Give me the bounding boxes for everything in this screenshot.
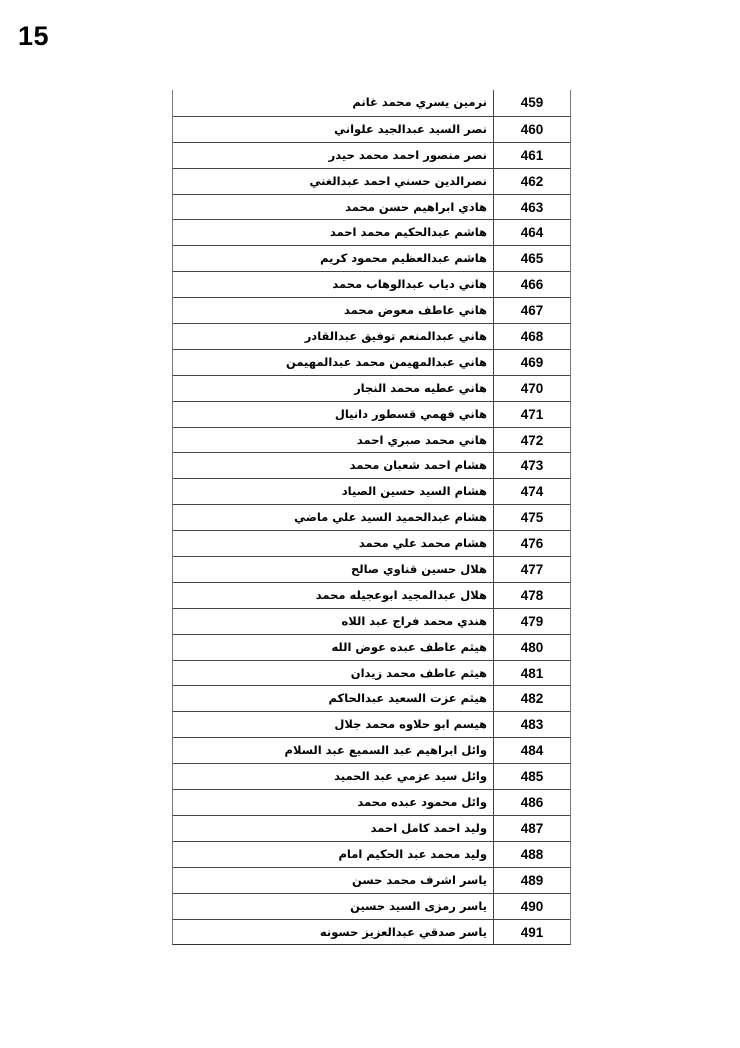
table-row: [173, 867, 570, 893]
number-cell: 490: [493, 894, 570, 919]
table-row: [173, 116, 570, 142]
number-cell: 474: [493, 479, 570, 504]
table-row: [173, 530, 570, 556]
number-cell: 483: [493, 712, 570, 737]
number-cell: 463: [493, 195, 570, 220]
number-cell: 461: [493, 143, 570, 168]
name-cell: هادي ابراهيم حسن محمد: [345, 199, 487, 214]
name-cell: وليد محمد عبد الحكيم امام: [338, 846, 487, 861]
table-row: [173, 582, 570, 608]
table-row: [173, 737, 570, 763]
name-cell: نرمين يسري محمد غانم: [352, 95, 487, 109]
name-cell: هيسم ابو حلاوه محمد جلال: [334, 717, 487, 732]
number-cell: 476: [493, 531, 570, 556]
name-cell: ياسر صدقي عبدالعزيز حسونه: [319, 924, 487, 939]
number-cell: 472: [493, 428, 570, 453]
number-cell: 464: [493, 220, 570, 245]
number-cell: 480: [493, 635, 570, 660]
table-row: [173, 142, 570, 168]
number-cell: 465: [493, 246, 570, 271]
name-cell: هيثم عاطف عبده عوض الله: [331, 639, 487, 654]
number-cell: 481: [493, 661, 570, 686]
number-cell: 478: [493, 583, 570, 608]
table-row: [173, 763, 570, 789]
name-cell: وائل محمود عبده محمد: [357, 795, 487, 810]
number-cell: 489: [493, 868, 570, 893]
name-cell: هندي محمد فراج عبد اللاه: [341, 613, 487, 628]
number-cell: 479: [493, 609, 570, 634]
number-cell: 488: [493, 842, 570, 867]
table-row: [173, 219, 570, 245]
name-cell: هاشم عبدالعظيم محمود كريم: [320, 251, 487, 266]
number-cell: 467: [493, 298, 570, 323]
name-cell: وليد احمد كامل احمد: [370, 820, 487, 835]
name-cell: هاني عبدالمهيمن محمد عبدالمهيمن: [285, 354, 487, 369]
name-cell: هاني فهمي قسطور دانيال: [334, 406, 487, 421]
number-cell: 487: [493, 816, 570, 841]
table-row: [173, 271, 570, 297]
name-cell: نصرالدين حسني احمد عبدالغني: [309, 173, 487, 188]
number-cell: 460: [493, 117, 570, 142]
number-cell: 486: [493, 790, 570, 815]
table-row: [173, 194, 570, 220]
number-cell: 473: [493, 453, 570, 478]
name-cell: ياسر اشرف محمد حسن: [352, 872, 487, 887]
name-cell: هلال عبدالمجيد ابوعجيله محمد: [315, 587, 487, 602]
number-cell: 491: [493, 920, 570, 945]
table-row: [173, 685, 570, 711]
table-row: [173, 90, 570, 116]
table-row: [173, 349, 570, 375]
name-cell: ياسر رمزى السيد حسين: [350, 898, 487, 913]
table-row: [173, 452, 570, 478]
table-row: [173, 893, 570, 919]
number-cell: 471: [493, 402, 570, 427]
number-cell: 477: [493, 557, 570, 582]
table-row: [173, 168, 570, 194]
table-row: [173, 815, 570, 841]
name-cell: هشام السيد حسين الصياد: [341, 484, 487, 499]
number-cell: 475: [493, 505, 570, 530]
table-row: [173, 789, 570, 815]
table-row: [173, 711, 570, 737]
name-cell: هاشم عبدالحكيم محمد احمد: [329, 225, 487, 240]
name-cell: هاني محمد صبري احمد: [356, 432, 487, 447]
number-cell: 482: [493, 686, 570, 711]
name-cell: هاني عبدالمنعم توفيق عبدالقادر: [304, 329, 487, 344]
name-cell: هشام عبدالحميد السيد علي ماضي: [294, 510, 487, 525]
number-cell: 468: [493, 324, 570, 349]
table-row: [173, 323, 570, 349]
number-cell: 459: [493, 90, 570, 116]
table-row: [173, 608, 570, 634]
name-cell: هشام محمد علي محمد: [358, 536, 487, 551]
table-row: [173, 245, 570, 271]
table-row: [173, 504, 570, 530]
name-cell: هيثم عزت السعيد عبدالحاكم: [328, 691, 487, 706]
table-row: [173, 556, 570, 582]
name-cell: هشام احمد شعبان محمد: [349, 458, 487, 473]
names-table: [172, 90, 571, 945]
name-cell: وائل ابراهيم عبد السميع عبد السلام: [284, 743, 487, 758]
name-cell: نصر السيد عبدالجيد علواني: [334, 121, 487, 136]
number-cell: 466: [493, 272, 570, 297]
table-row: [173, 375, 570, 401]
table-row: [173, 841, 570, 867]
page-number: 15: [18, 21, 50, 51]
table-row: [173, 919, 570, 945]
table-row: [173, 427, 570, 453]
name-cell: هيثم عاطف محمد زيدان: [350, 665, 487, 680]
number-cell: 484: [493, 738, 570, 763]
name-cell: نصر منصور احمد محمد حيدر: [328, 147, 487, 162]
table-row: [173, 297, 570, 323]
number-cell: 462: [493, 169, 570, 194]
name-cell: هلال حسين قناوي صالح: [351, 562, 487, 577]
name-cell: وائل سيد عزمي عبد الحميد: [334, 769, 487, 784]
table-row: [173, 660, 570, 686]
table-row: [173, 478, 570, 504]
name-cell: هاني عاطف معوض محمد: [343, 303, 487, 318]
table-row: [173, 634, 570, 660]
number-cell: 485: [493, 764, 570, 789]
number-cell: 469: [493, 350, 570, 375]
table-row: [173, 401, 570, 427]
name-cell: هاني دياب عبدالوهاب محمد: [332, 277, 487, 292]
name-cell: هاني عطيه محمد النجار: [354, 380, 487, 395]
number-cell: 470: [493, 376, 570, 401]
